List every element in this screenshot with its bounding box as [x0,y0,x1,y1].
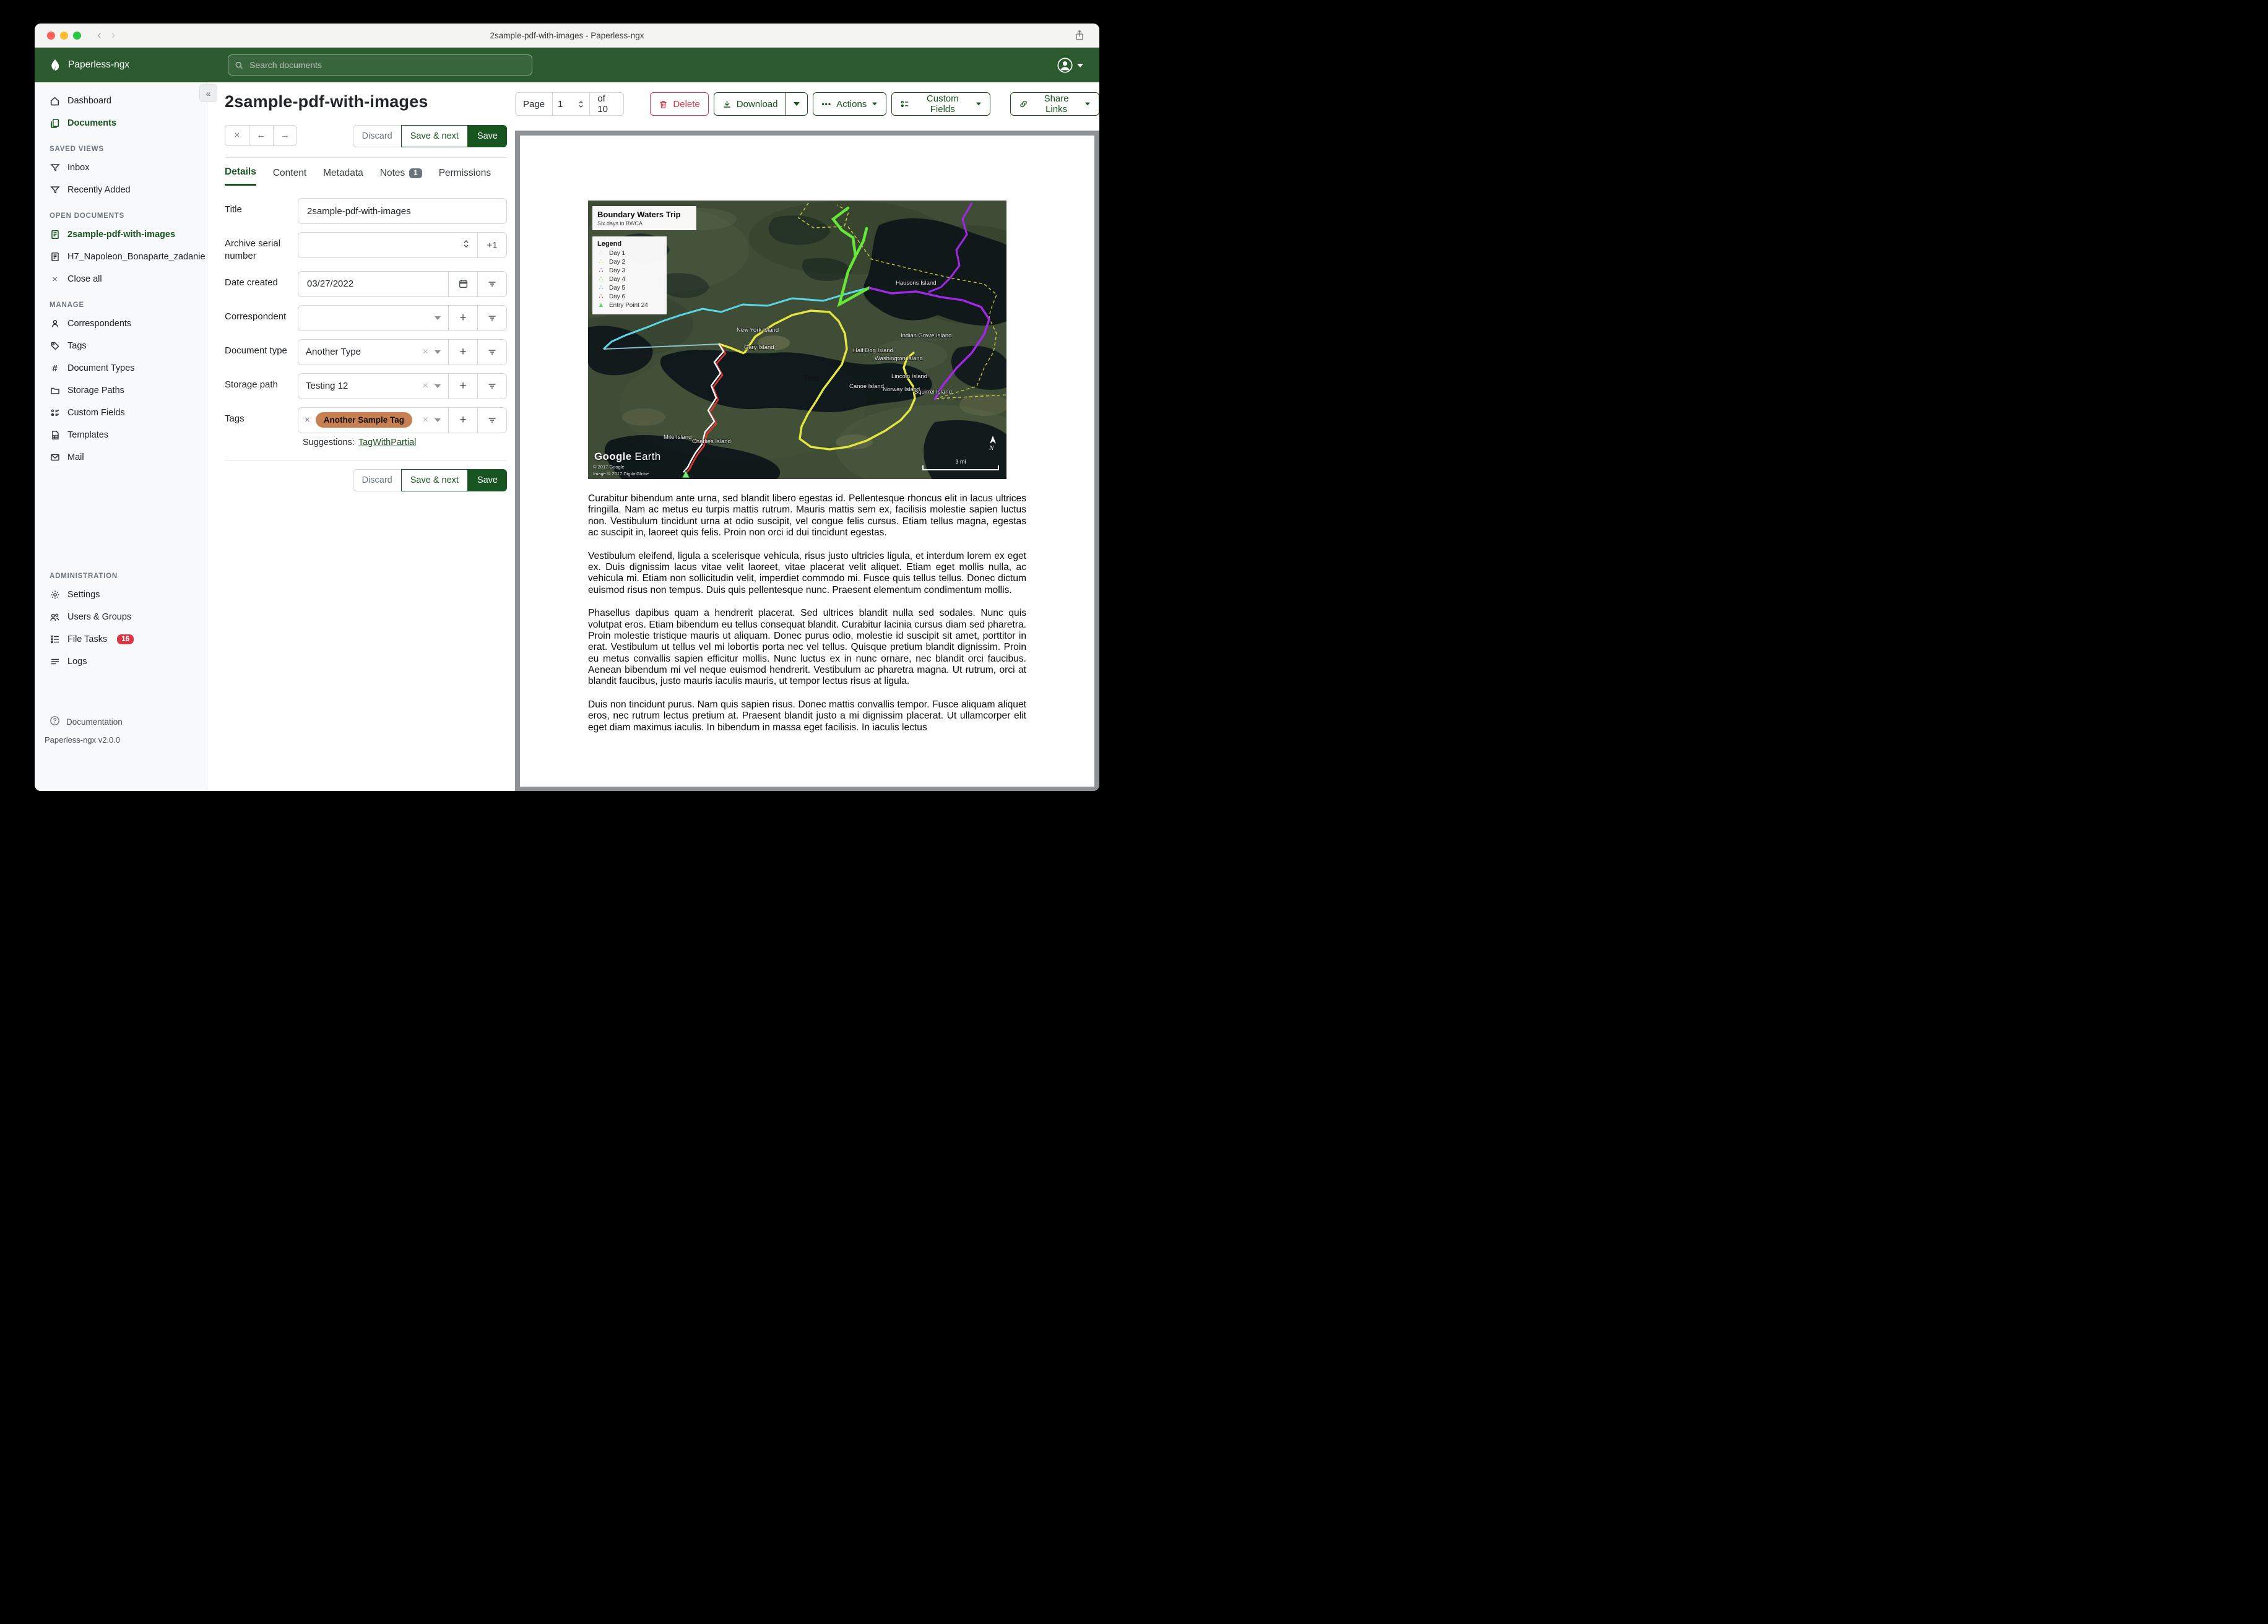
svg-text:N: N [989,444,994,451]
folder-icon [50,386,60,396]
delete-button[interactable]: Delete [650,92,708,116]
download-options-button[interactable] [786,92,808,116]
sidebar-item-users-groups[interactable] [35,606,207,628]
sidebar-item-label: File Tasks [67,634,108,644]
download-icon [722,100,732,109]
page-title: 2sample-pdf-with-images [225,92,428,111]
sidebar-item-label: Tags [67,341,87,351]
sidebar-item-tags[interactable] [35,335,207,357]
sidebar-item-label: Storage Paths [67,386,124,395]
download-button[interactable]: Download [714,92,787,116]
sidebar-section-saved-views: SAVED VIEWS [50,145,104,153]
day4-marker-icon: ∴ [599,275,604,283]
add-tag-button[interactable]: + [448,408,477,433]
documentation-link[interactable] [35,712,207,732]
document-type-field-label: Document type [225,345,287,356]
sidebar-item-file-tasks[interactable] [35,628,207,650]
hash-icon: # [52,363,58,374]
filter-funnel-icon [50,185,60,196]
svg-text:Hausons Island: Hausons Island [896,280,937,287]
file-tasks-badge: 16 [117,634,134,644]
sidebar-item-inbox[interactable] [35,157,207,179]
sidebar-item-label: Dashboard [67,96,111,106]
asn-next-button[interactable]: +1 [477,233,506,257]
sidebar-item-label: Settings [67,590,100,600]
svg-text:Lincoln Island: Lincoln Island [891,373,928,380]
svg-text:Mile Island: Mile Island [664,434,692,441]
svg-text:New York Island: New York Island [737,327,779,334]
day6-marker-icon: ∴ [599,293,604,300]
sidebar-item-label: Logs [67,657,87,667]
sidebar-item-label: Recently Added [67,185,131,195]
save-button[interactable]: Save [468,125,507,147]
remove-tag-icon[interactable]: × [305,415,310,425]
search-input[interactable] [248,59,526,71]
sidebar-section-administration: ADMINISTRATION [50,572,118,580]
suggestion-link[interactable]: TagWithPartial [358,437,417,447]
mail-icon [50,452,60,463]
sidebar-item-label: Correspondents [67,319,132,329]
sidebar-item-label: 2sample-pdf-with-images [67,230,176,240]
svg-text:Washington Island: Washington Island [875,355,923,362]
tab-content[interactable]: Content [272,167,307,178]
tag-suggestions: Suggestions: TagWithPartial [303,437,417,447]
sidebar-item-label: Custom Fields [67,408,125,418]
chevron-down-icon [435,316,441,320]
svg-text:Gary Island: Gary Island [744,344,774,351]
north-arrow-icon [988,435,998,454]
map-scale-bar: 3 mi [922,459,999,470]
template-icon [50,430,60,441]
svg-text:Charlies Island: Charlies Island [692,438,731,445]
brand[interactable] [48,58,129,72]
title-field-label: Title [225,204,242,215]
asn-input[interactable] [306,240,462,251]
correspondent-field-label: Correspondent [225,311,287,322]
add-storage-path-button[interactable]: + [448,374,477,399]
sidebar-item-label: Documents [67,118,116,128]
day1-marker-icon: ∴ [599,249,604,257]
day3-marker-icon: ∴ [599,267,604,274]
sidebar-item-settings[interactable] [35,584,207,606]
actions-button[interactable]: ••• Actions [813,92,886,116]
pdf-paragraph: Phasellus dapibus quam a hendrerit placerat. Sed ultrices blandit nulla sed sodales. Nunc quis volutpat eros. Etiam bibendum eu tellus consequat blandit. Curabitur lacinia cursus diam sed pharetra. Proin molestie tristique mauris ut aliquam. Donec purus odio, molestie id suscipit sit amet, porttitor in erat. Vestibulum ut tellus vel mi lobortis porta nec vel tellus. Quisque pretium blandit dignissim. Proin eu metus convallis sapien efficitur mollis. Nunc luctus ex in nunc ornare, nec blandit orci faucibus. Aenean bibendum mi vel neque euismod hendrerit. Vestibulum ac pharetra magna. Ut rutrum, orci at blandit faucibus, justo mauris iaculis mauris, ut tempor lectus risus at ligula. [588,608,1026,687]
save-next-button[interactable]: Save & next [401,125,468,147]
discard-button[interactable]: Discard [353,125,402,147]
map-legend: Legend ∴ Day 1 ∴ Day 2 ∴ Day 3 ∴ Day 4 ∴ Day 5 ∴ Day 6 ▲ Entry Point 24 [592,236,667,314]
list-tasks-icon [50,634,60,645]
sidebar-item-dashboard[interactable] [35,90,207,112]
number-spinner-icon[interactable] [578,100,584,108]
pdf-paragraph: Vestibulum eleifend, ligula a scelerisque vehicula, risus justo ultricies ligula, et interdum lorem ex eget ex. Duis dignissim lacus vitae velit laoreet, vitae placerat velit aliquet. Etiam eget mollis nulla, ac vehicula mi. Etiam non sollicitudin velit, imperdiet commodo mi. Fusce quis tellus tellus. Donec dictum euismod risus non tempus. Duis quis pellentesque nunc. Praesent elementum condimentum mollis. [588,550,1026,595]
sidebar-item-correspondents[interactable] [35,313,207,335]
sidebar-item-label: Mail [67,452,84,462]
map-title-box: Boundary Waters Trip Six days in BWCA [592,206,696,230]
paperless-logo-icon [48,58,62,72]
browser-forward-icon[interactable]: › [111,28,116,42]
title-input[interactable] [306,205,499,217]
user-menu[interactable] [1057,57,1083,74]
notes-count-badge: 1 [409,168,422,178]
sidebar-item-label: Close all [67,274,102,284]
titlebar [35,24,1099,48]
previous-document-button[interactable]: ← [249,125,273,146]
number-spinner-icon[interactable] [462,240,470,251]
day2-marker-icon: ∴ [599,258,604,266]
sidebar-item-label: Users & Groups [67,612,132,622]
download-split-button [714,92,808,116]
sidebar-item-label: Inbox [67,163,90,173]
main-content [207,82,1099,791]
document-preview-pane [515,92,1099,791]
detail-tabs [225,166,507,186]
page-label: Page [523,98,545,110]
save-button-bottom[interactable]: Save [468,469,507,491]
filter-by-tag-icon[interactable] [477,408,506,433]
svg-text:Norway Island: Norway Island [883,386,920,393]
custom-fields-icon [50,408,60,418]
pdf-viewer[interactable] [515,131,1099,791]
documents-icon [50,118,60,129]
entry-point-icon: ▲ [597,301,605,309]
sidebar-item-document-types[interactable] [35,357,207,379]
sidebar [35,82,207,791]
tab-notes[interactable]: Notes 1 [380,166,422,186]
user-avatar-icon [1057,57,1073,74]
tag-icon [50,341,60,352]
sidebar-item-label: H7_Napoleon_Bonaparte_zadanie [67,252,206,262]
tag-chip[interactable]: Another Sample Tag [316,412,412,428]
sidebar-item-label: Templates [67,430,109,440]
preview-toolbar [515,92,1099,116]
sidebar-item-close-all[interactable] [35,268,207,290]
file-text-icon [50,252,60,262]
chevron-down-icon [435,350,441,354]
filter-by-date-icon[interactable] [477,272,506,296]
tab-permissions[interactable]: Permissions [438,167,491,178]
close-icon: × [52,274,58,285]
discard-button-bottom[interactable]: Discard [353,469,402,491]
close-document-button[interactable]: × [225,125,249,146]
sidebar-item-open-doc-1[interactable] [35,223,207,246]
filter-by-storage-path-icon[interactable] [477,374,506,399]
tab-details[interactable]: Details [225,166,256,186]
chevron-down-icon [435,384,441,388]
add-document-type-button[interactable]: + [448,340,477,365]
date-created-input[interactable] [306,278,441,290]
file-text-icon [50,230,60,240]
app-window [35,24,1099,791]
pdf-paragraph: Duis non tincidunt purus. Nam quis sapien risus. Donec mattis convallis tempor. Fusce aliquam aliquet eros, nec rutrum lectus pretium at. Praesent blandit justo a mi dignissim placerat. Ut ullamcorper elit eget diam maximus iaculis. In bibendum in massa eget facilisis. In iaculis lectus [588,699,1026,733]
next-document-button[interactable]: → [273,125,297,146]
browser-back-icon[interactable]: ‹ [97,28,102,42]
clear-icon[interactable]: × [422,346,428,357]
svg-text:Indian Grave Island: Indian Grave Island [901,332,952,339]
correspondent-select[interactable] [298,306,448,330]
custom-fields-icon [900,99,909,109]
filter-by-document-type-icon[interactable] [477,340,506,365]
pdf-paragraph: Curabitur bibendum ante urna, sed blandit libero egestas id. Pellentesque rhoncus elit in lacus ultrices fringilla. Nam ac metus eu turpis mattis rutrum. Mauris mattis sem ex, facilisis molestie sapien luctus non. Vestibulum tincidunt urna at odio suscipit, vel congue felis cursus. Etiam tellus magna, egestas ac suscipit in, laoreet quis felis. Proin non orci id dui tincidunt egestas. [588,493,1026,538]
sidebar-item-custom-fields[interactable] [35,402,207,424]
logs-icon [50,657,60,667]
search-box[interactable] [228,54,532,76]
map-copyright: © 2017 Google [593,464,625,470]
svg-text:Canoe Island: Canoe Island [849,383,884,390]
link-icon [1019,99,1028,109]
page-number-input[interactable]: 1 [552,93,590,115]
sidebar-item-mail[interactable] [35,446,207,469]
share-links-button[interactable]: Share Links [1010,92,1099,116]
pdf-map-image [588,201,1006,479]
date-created-field-label: Date created [225,277,278,288]
filter-funnel-icon [50,163,60,173]
tags-select[interactable] [298,408,448,433]
trash-icon [659,100,668,109]
clear-icon[interactable]: × [422,414,428,425]
add-correspondent-button[interactable]: + [448,306,477,330]
asn-field-label: Archive serial number [225,238,281,262]
page-navigator [515,92,624,116]
document-detail-pane [225,92,507,791]
svg-text:Squirrel Island: Squirrel Island [914,389,952,395]
sidebar-collapse-button[interactable]: « [199,84,217,102]
map-image-copyright: Image © 2017 DigitalGlobe [593,471,649,477]
sidebar-item-storage-paths[interactable] [35,379,207,402]
storage-path-select[interactable]: Testing 12 × [298,374,448,399]
filter-by-correspondent-icon[interactable] [477,306,506,330]
save-next-button-bottom[interactable]: Save & next [401,469,468,491]
documentation-label: Documentation [66,717,123,727]
person-icon [50,319,60,329]
pdf-page [520,136,1094,787]
custom-fields-button[interactable]: Custom Fields [891,92,990,116]
brand-name: Paperless-ngx [68,59,130,70]
document-type-select[interactable]: Another Type × [298,340,448,365]
tab-metadata[interactable]: Metadata [323,167,363,178]
sidebar-item-documents[interactable] [35,112,207,134]
sidebar-section-manage: MANAGE [50,301,84,309]
search-icon [235,61,243,70]
clear-icon[interactable]: × [422,380,428,391]
gear-icon [50,590,60,600]
page-count-label: of 10 [597,93,608,114]
sidebar-item-logs[interactable] [35,650,207,673]
sidebar-item-recently-added[interactable] [35,179,207,201]
home-icon [50,96,60,106]
sidebar-item-templates[interactable] [35,424,207,446]
google-earth-logo: Google Earth [594,451,661,462]
sidebar-section-open-documents: OPEN DOCUMENTS [50,212,125,220]
ellipsis-icon: ••• [821,100,832,108]
calendar-icon[interactable] [448,272,477,296]
svg-text:Text: Text [803,373,820,383]
share-icon[interactable] [1073,29,1086,45]
day5-marker-icon: ∴ [599,284,604,292]
storage-path-field-label: Storage path [225,379,278,390]
svg-text:Half Dog Island: Half Dog Island [853,347,893,354]
window-title: 2sample-pdf-with-images - Paperless-ngx [490,30,644,40]
question-circle-icon [50,715,60,728]
sidebar-item-label: Document Types [67,363,135,373]
chevron-down-icon [435,418,441,422]
people-icon [50,612,60,623]
sidebar-item-open-doc-2[interactable] [35,246,207,268]
chevron-down-icon [1077,64,1083,67]
app-header [35,48,1099,82]
app-version: Paperless-ngx v2.0.0 [45,735,121,745]
tags-field-label: Tags [225,413,245,424]
